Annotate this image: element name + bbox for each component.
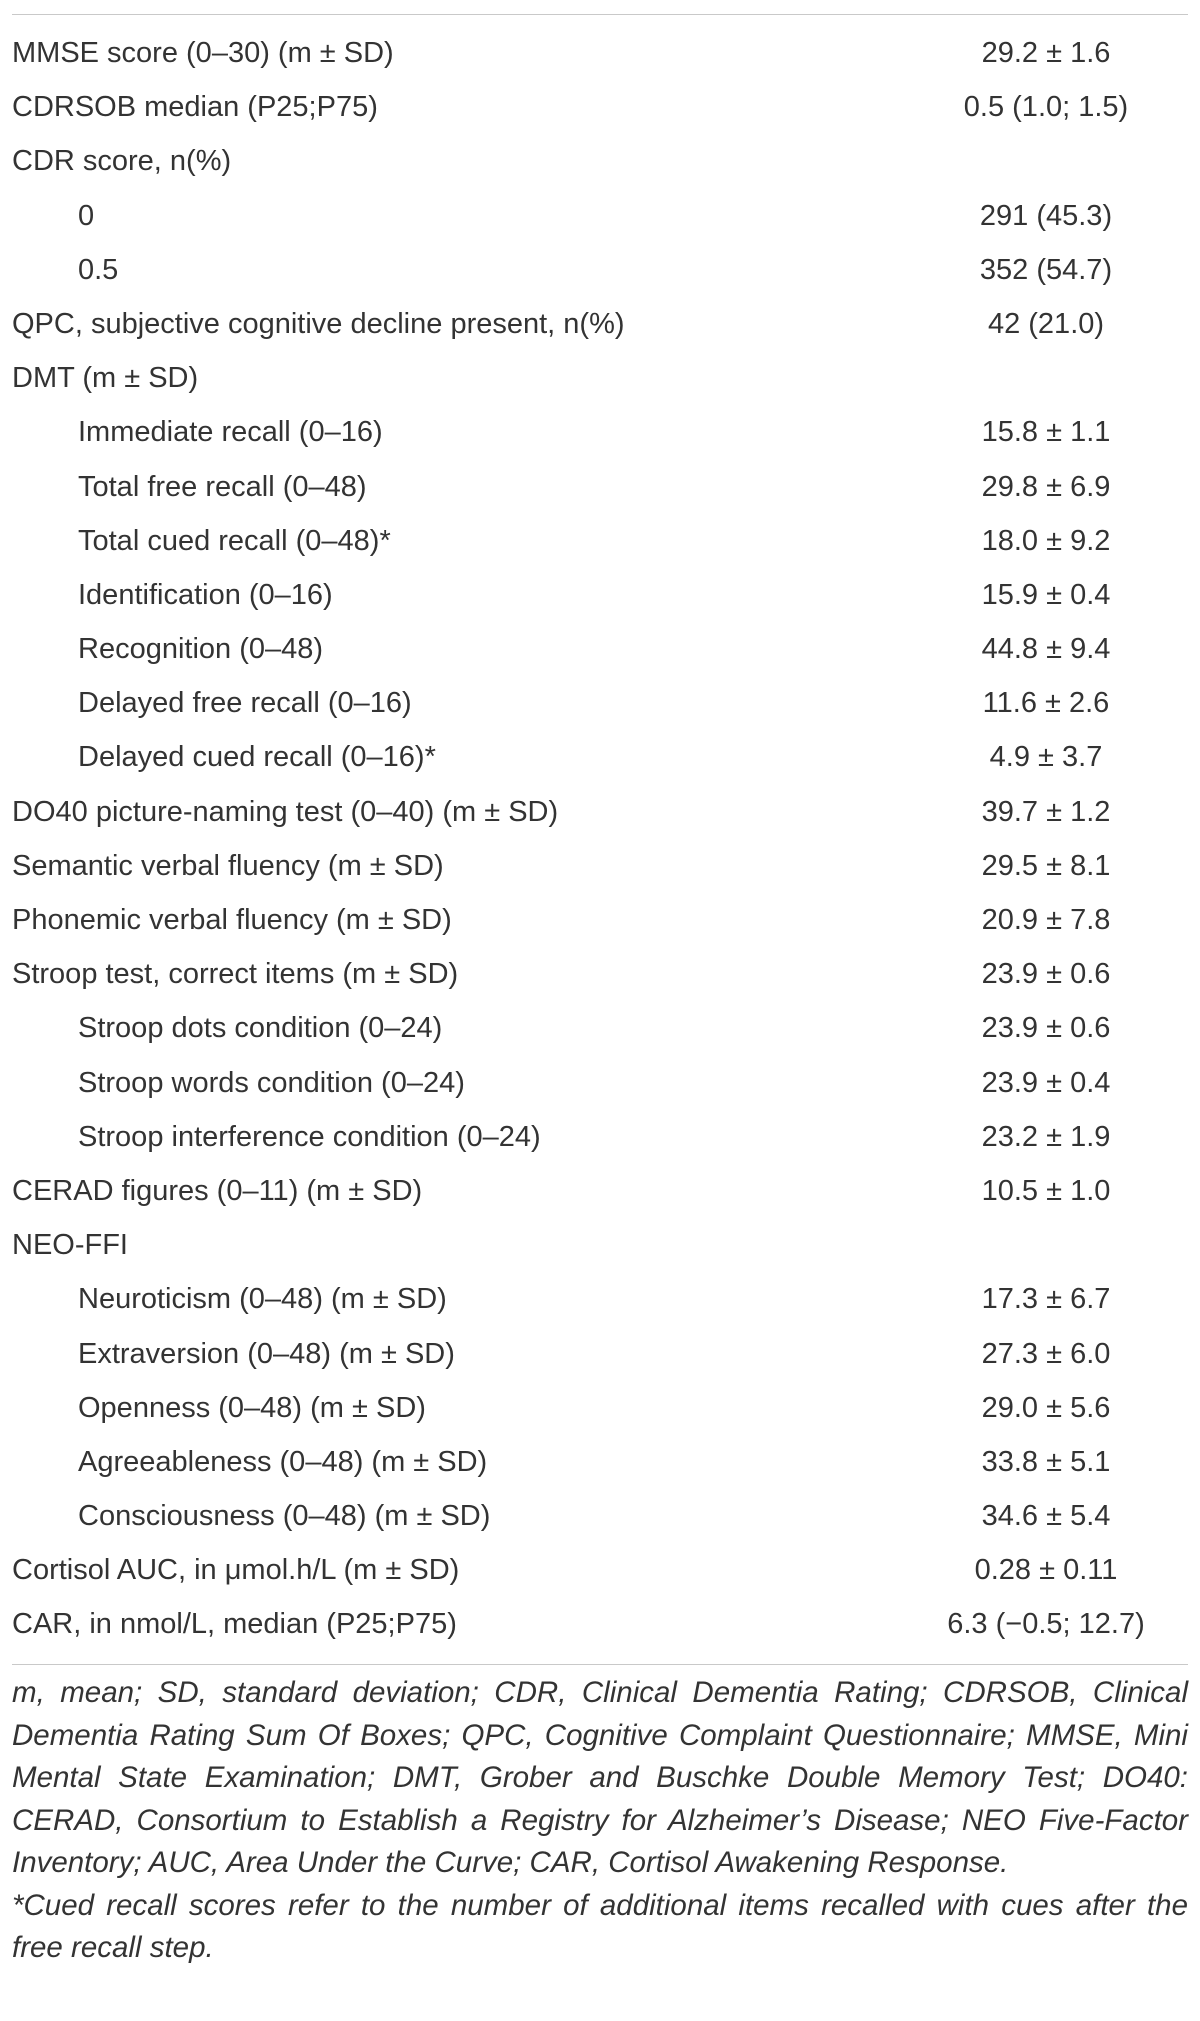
row-label: Delayed cued recall (0–16)* (78, 741, 436, 774)
table-row (0, 1056, 1200, 1110)
row-label: QPC, subjective cognitive decline present, n(%) (12, 307, 625, 340)
row-value: 33.8 ± 5.1 (981, 1445, 1111, 1478)
table-row (0, 568, 1200, 622)
table-row (0, 243, 1200, 297)
row-value: 15.9 ± 0.4 (981, 578, 1111, 611)
row-value: 44.8 ± 9.4 (981, 633, 1111, 666)
row-label: Immediate recall (0–16) (78, 416, 383, 449)
table-row (0, 1327, 1200, 1381)
row-value: 29.0 ± 5.6 (981, 1391, 1111, 1424)
row-label: CDR score, n(%) (12, 145, 232, 178)
row-label: Phonemic verbal fluency (m ± SD) (12, 904, 452, 936)
row-value: 23.2 ± 1.9 (981, 1120, 1111, 1153)
row-label: 0.5 (78, 253, 119, 286)
row-value: 39.7 ± 1.2 (981, 795, 1111, 828)
table-footnotes (12, 1672, 1188, 1970)
row-label: 0 (78, 199, 95, 232)
row-label: DMT (m ± SD) (12, 362, 199, 395)
table-row (0, 134, 1200, 188)
row-label: Neuroticism (0–48) (m ± SD) (78, 1283, 447, 1316)
row-value: 29.8 ± 6.9 (981, 470, 1111, 503)
table-row (0, 676, 1200, 730)
table-row (0, 1435, 1200, 1489)
table-row (0, 1489, 1200, 1543)
row-label: Stroop words condition (0–24) (78, 1066, 465, 1099)
table-row (0, 622, 1200, 676)
row-label: Stroop interference condition (0–24) (78, 1120, 541, 1153)
row-value: 18.0 ± 9.2 (981, 524, 1111, 557)
row-value: 6.3 (−0.5; 12.7) (947, 1608, 1145, 1641)
row-label: Stroop test, correct items (m ± SD) (12, 958, 459, 991)
row-value: 0.28 ± 0.11 (974, 1554, 1118, 1587)
row-value: 15.8 ± 1.1 (981, 416, 1111, 449)
row-label: Recognition (0–48) (78, 633, 324, 666)
row-label: CAR, in nmol/L, median (P25;P75) (12, 1608, 457, 1641)
row-label: Delayed free recall (0–16) (78, 687, 412, 720)
row-label: CDRSOB median (P25;P75) (12, 91, 378, 124)
top-rule (12, 14, 1188, 15)
row-label: Extraversion (0–48) (m ± SD) (78, 1337, 455, 1370)
table-row (0, 1272, 1200, 1326)
row-label: Stroop dots condition (0–24) (78, 1012, 443, 1045)
table-row (0, 26, 1200, 80)
table-body (0, 26, 1200, 1652)
table-row (0, 351, 1200, 405)
table-row (0, 405, 1200, 459)
row-value: 0.5 (1.0; 1.5) (963, 91, 1129, 124)
row-label: Agreeableness (0–48) (m ± SD) (78, 1445, 488, 1478)
table-row (0, 947, 1200, 1001)
row-value: 29.2 ± 1.6 (981, 37, 1111, 69)
row-value: 11.6 ± 2.6 (982, 687, 1110, 720)
abbreviations-note: m, mean; SD, standard deviation; CDR, Clinical Dementia Rating; CDRSOB, Clinical Dementia Rating Sum Of Boxes; QPC, Cognitive Complaint Questionnaire; MMSE, Mini Mental State Examination; DMT, Grober and Buschke Double Memory Test; DO40: CERAD, Consortium to Establish a Registry for Alzheimer’s Disease; NEO Five-Factor Inventory; AUC, Area Under the Curve; CAR, Cortisol Awakening Response. (12, 1676, 1188, 1879)
row-value: 42 (21.0) (987, 307, 1105, 340)
row-value: 27.3 ± 6.0 (981, 1337, 1111, 1370)
table-row (0, 460, 1200, 514)
table-row (0, 1110, 1200, 1164)
table-row (0, 1381, 1200, 1435)
row-label: NEO-FFI (12, 1229, 128, 1262)
table-row (0, 839, 1200, 893)
table-row (0, 730, 1200, 784)
row-value: 34.6 ± 5.4 (981, 1500, 1111, 1533)
table-row (0, 514, 1200, 568)
row-value: 352 (54.7) (979, 253, 1113, 286)
row-label: CERAD figures (0–11) (m ± SD) (12, 1174, 423, 1207)
row-label: Total cued recall (0–48)* (78, 524, 391, 557)
bottom-rule (12, 1664, 1188, 1665)
row-label: DO40 picture-naming test (0–40) (m ± SD) (12, 795, 559, 828)
table-row (0, 80, 1200, 134)
row-label: Cortisol AUC, in μmol.h/L (m ± SD) (12, 1554, 460, 1587)
row-value: 23.9 ± 0.4 (981, 1066, 1111, 1099)
table-row (0, 1164, 1200, 1218)
row-value: 10.5 ± 1.0 (981, 1174, 1111, 1207)
row-label: Identification (0–16) (78, 578, 333, 611)
row-value: 23.9 ± 0.6 (981, 958, 1111, 991)
row-value: 291 (45.3) (979, 199, 1113, 232)
table-row (0, 297, 1200, 351)
table-row (0, 1218, 1200, 1272)
asterisk-note: *Cued recall scores refer to the number of additional items recalled with cues after the free recall step. (12, 1888, 1188, 1964)
table-row (0, 785, 1200, 839)
row-value: 4.9 ± 3.7 (989, 741, 1103, 774)
row-value: 17.3 ± 6.7 (981, 1283, 1111, 1316)
table-row (0, 1597, 1200, 1651)
row-label: Total free recall (0–48) (78, 470, 367, 503)
row-value: 23.9 ± 0.6 (981, 1012, 1111, 1045)
row-value: 20.9 ± 7.8 (981, 904, 1111, 936)
table-row (0, 1001, 1200, 1055)
row-label: Openness (0–48) (m ± SD) (78, 1391, 426, 1424)
row-label: Semantic verbal fluency (m ± SD) (12, 849, 444, 882)
table-row (0, 1543, 1200, 1597)
row-value: 29.5 ± 8.1 (981, 849, 1111, 882)
table-row (0, 893, 1200, 947)
row-label: MMSE score (0–30) (m ± SD) (12, 37, 394, 69)
row-label: Consciousness (0–48) (m ± SD) (78, 1500, 491, 1533)
table-row (0, 189, 1200, 243)
